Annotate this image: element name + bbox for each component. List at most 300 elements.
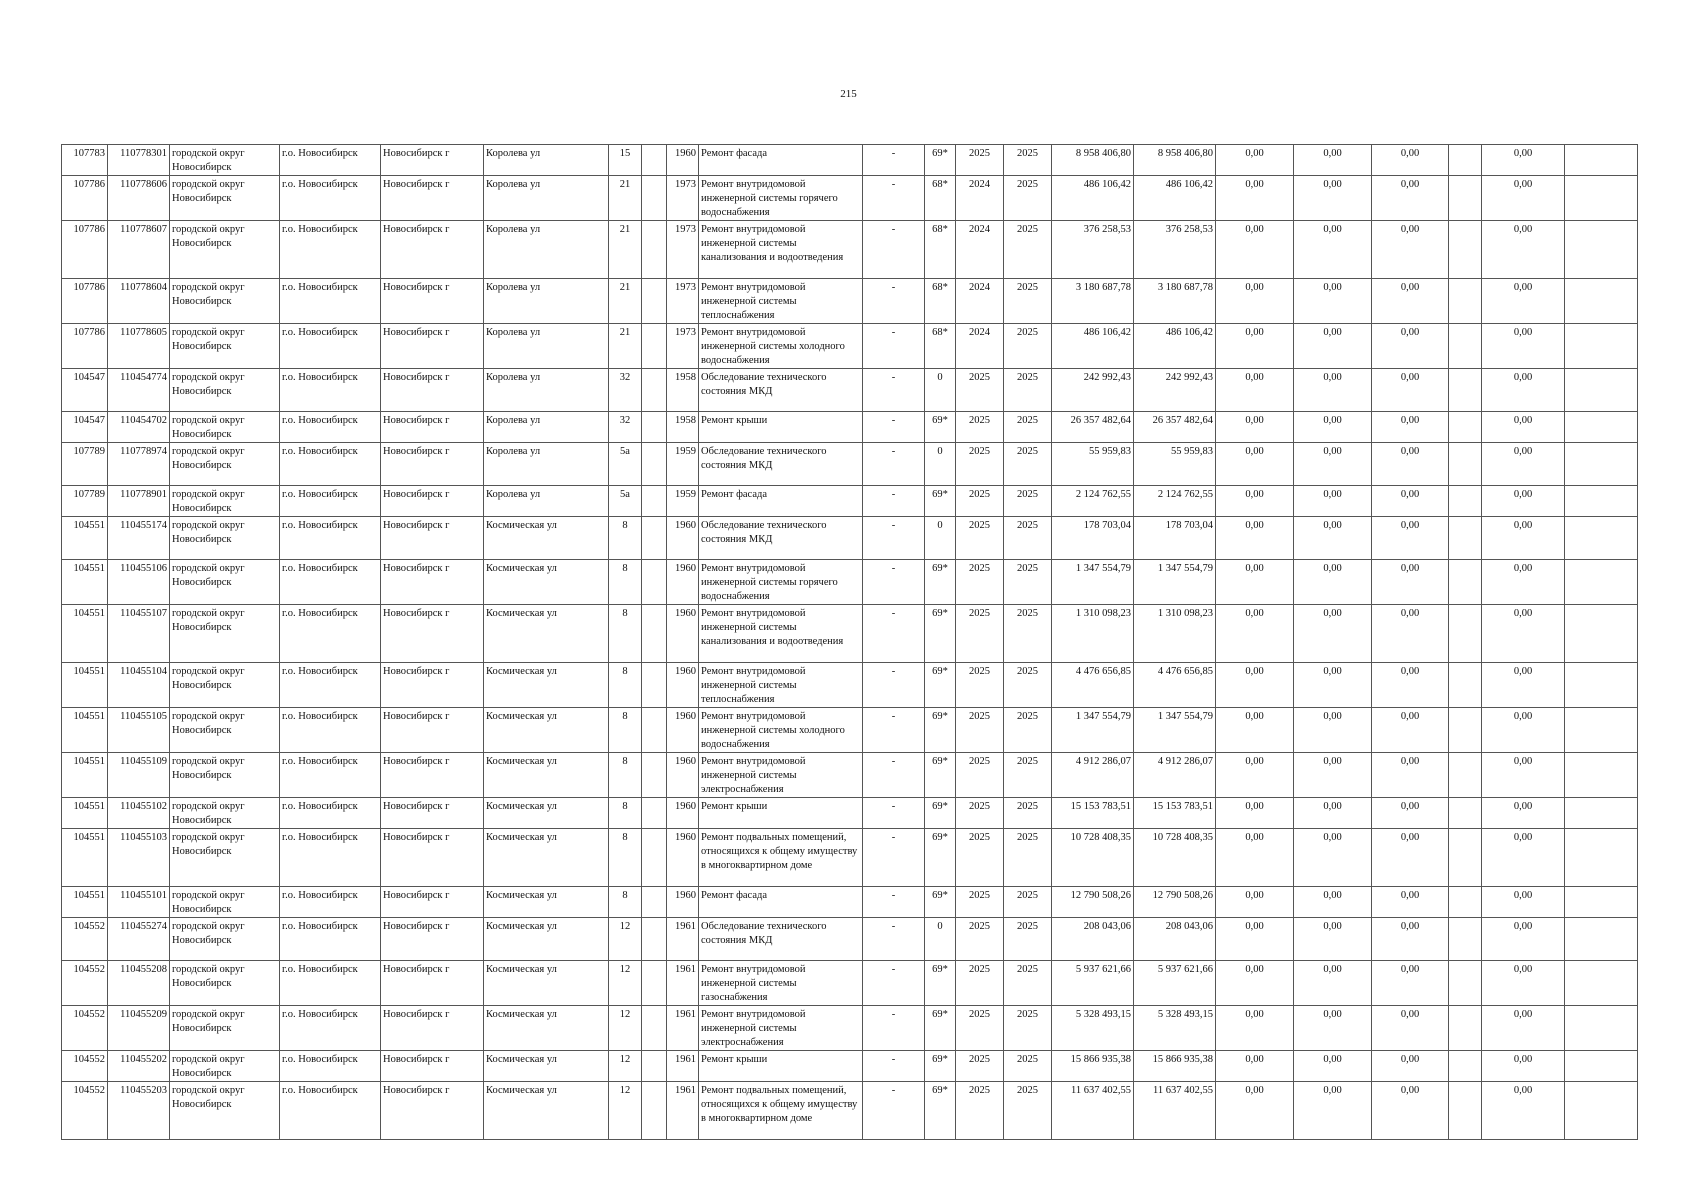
empty-cell (1449, 486, 1482, 517)
norm-code: 69* (925, 708, 956, 753)
planned-year-end: 2025 (1004, 517, 1052, 560)
street: Королева ул (484, 145, 609, 176)
row-code: 110455202 (108, 1051, 170, 1082)
build-year: 1960 (667, 708, 699, 753)
funding-2: 0,00 (1294, 663, 1372, 708)
row-id: 107783 (62, 145, 108, 176)
table-row (62, 918, 1638, 961)
funding-4: 0,00 (1482, 486, 1565, 517)
row-code: 110778974 (108, 443, 170, 486)
municipal-okrug: городской округ Новосибирск (170, 887, 280, 918)
work-type: Ремонт внутридомовой инженерной системы канализования и водоотведения (699, 221, 863, 279)
planned-year-start: 2025 (956, 369, 1004, 412)
empty-cell (642, 918, 667, 961)
build-year: 1959 (667, 443, 699, 486)
municipal-okrug: городской округ Новосибирск (170, 412, 280, 443)
cost-value: 208 043,06 (1052, 918, 1134, 961)
work-type: Обследование технического состояния МКД (699, 918, 863, 961)
funding-3: 0,00 (1372, 324, 1449, 369)
settlement: Новосибирск г (381, 1082, 484, 1140)
planned-year-end: 2025 (1004, 1082, 1052, 1140)
empty-cell (642, 324, 667, 369)
funding-1: 0,00 (1216, 1006, 1294, 1051)
cost-value: 15 153 783,51 (1052, 798, 1134, 829)
empty-cell (642, 369, 667, 412)
street: Космическая ул (484, 829, 609, 887)
empty-cell (1565, 176, 1638, 221)
total-value: 2 124 762,55 (1134, 486, 1216, 517)
norm-code: 68* (925, 324, 956, 369)
planned-year-start: 2025 (956, 829, 1004, 887)
total-value: 10 728 408,35 (1134, 829, 1216, 887)
build-year: 1973 (667, 176, 699, 221)
build-year: 1960 (667, 798, 699, 829)
funding-3: 0,00 (1372, 369, 1449, 412)
row-id: 107786 (62, 324, 108, 369)
empty-cell (1565, 887, 1638, 918)
house-number: 12 (609, 1006, 642, 1051)
street: Космическая ул (484, 798, 609, 829)
settlement: Новосибирск г (381, 145, 484, 176)
table-row (62, 412, 1638, 443)
build-year: 1958 (667, 412, 699, 443)
empty-cell (1565, 918, 1638, 961)
funding-4: 0,00 (1482, 560, 1565, 605)
row-id: 104552 (62, 918, 108, 961)
planned-year-end: 2025 (1004, 961, 1052, 1006)
row-code: 110455208 (108, 961, 170, 1006)
planned-year-start: 2025 (956, 887, 1004, 918)
work-type: Ремонт внутридомовой инженерной системы теплоснабжения (699, 663, 863, 708)
empty-cell (1449, 221, 1482, 279)
funding-2: 0,00 (1294, 1006, 1372, 1051)
work-type: Ремонт внутридомовой инженерной системы канализования и водоотведения (699, 605, 863, 663)
work-type: Ремонт внутридомовой инженерной системы горячего водоснабжения (699, 560, 863, 605)
empty-cell (1565, 221, 1638, 279)
planned-year-end: 2025 (1004, 1006, 1052, 1051)
row-id: 104551 (62, 560, 108, 605)
street: Космическая ул (484, 918, 609, 961)
dash-cell: - (863, 1082, 925, 1140)
municipal-formation: г.о. Новосибирск (280, 412, 381, 443)
municipal-okrug: городской округ Новосибирск (170, 560, 280, 605)
row-id: 107786 (62, 176, 108, 221)
table-row (62, 369, 1638, 412)
dash-cell: - (863, 221, 925, 279)
house-number: 12 (609, 1051, 642, 1082)
municipal-okrug: городской округ Новосибирск (170, 798, 280, 829)
funding-4: 0,00 (1482, 918, 1565, 961)
street: Космическая ул (484, 753, 609, 798)
funding-1: 0,00 (1216, 918, 1294, 961)
funding-4: 0,00 (1482, 798, 1565, 829)
total-value: 3 180 687,78 (1134, 279, 1216, 324)
cost-value: 10 728 408,35 (1052, 829, 1134, 887)
municipal-okrug: городской округ Новосибирск (170, 145, 280, 176)
cost-value: 1 347 554,79 (1052, 708, 1134, 753)
empty-cell (1449, 798, 1482, 829)
work-type: Ремонт фасада (699, 887, 863, 918)
row-code: 110455107 (108, 605, 170, 663)
municipal-okrug: городской округ Новосибирск (170, 663, 280, 708)
funding-3: 0,00 (1372, 918, 1449, 961)
settlement: Новосибирск г (381, 486, 484, 517)
row-code: 110455104 (108, 663, 170, 708)
funding-2: 0,00 (1294, 829, 1372, 887)
planned-year-start: 2025 (956, 1006, 1004, 1051)
build-year: 1960 (667, 517, 699, 560)
build-year: 1960 (667, 753, 699, 798)
municipal-formation: г.о. Новосибирск (280, 279, 381, 324)
empty-cell (642, 1082, 667, 1140)
funding-2: 0,00 (1294, 324, 1372, 369)
row-id: 107789 (62, 486, 108, 517)
municipal-formation: г.о. Новосибирск (280, 605, 381, 663)
dash-cell: - (863, 369, 925, 412)
empty-cell (1449, 1051, 1482, 1082)
row-code: 110455106 (108, 560, 170, 605)
cost-value: 55 959,83 (1052, 443, 1134, 486)
funding-1: 0,00 (1216, 279, 1294, 324)
empty-cell (642, 221, 667, 279)
dash-cell: - (863, 486, 925, 517)
funding-1: 0,00 (1216, 753, 1294, 798)
work-type: Ремонт крыши (699, 798, 863, 829)
empty-cell (1565, 560, 1638, 605)
municipal-formation: г.о. Новосибирск (280, 1051, 381, 1082)
funding-1: 0,00 (1216, 663, 1294, 708)
house-number: 8 (609, 663, 642, 708)
table-row (62, 1051, 1638, 1082)
funding-4: 0,00 (1482, 1006, 1565, 1051)
planned-year-start: 2025 (956, 1082, 1004, 1140)
empty-cell (642, 443, 667, 486)
row-id: 104551 (62, 517, 108, 560)
empty-cell (1449, 560, 1482, 605)
row-id: 104552 (62, 1051, 108, 1082)
municipal-okrug: городской округ Новосибирск (170, 829, 280, 887)
build-year: 1961 (667, 918, 699, 961)
empty-cell (642, 961, 667, 1006)
funding-4: 0,00 (1482, 369, 1565, 412)
funding-2: 0,00 (1294, 221, 1372, 279)
empty-cell (1449, 663, 1482, 708)
planned-year-end: 2025 (1004, 176, 1052, 221)
house-number: 8 (609, 708, 642, 753)
funding-3: 0,00 (1372, 560, 1449, 605)
dash-cell: - (863, 605, 925, 663)
table-row (62, 279, 1638, 324)
funding-2: 0,00 (1294, 753, 1372, 798)
funding-1: 0,00 (1216, 708, 1294, 753)
street: Космическая ул (484, 887, 609, 918)
house-number: 32 (609, 412, 642, 443)
work-type: Ремонт фасада (699, 486, 863, 517)
row-code: 110778607 (108, 221, 170, 279)
planned-year-end: 2025 (1004, 708, 1052, 753)
funding-3: 0,00 (1372, 708, 1449, 753)
work-type: Ремонт внутридомовой инженерной системы газоснабжения (699, 961, 863, 1006)
planned-year-end: 2025 (1004, 753, 1052, 798)
funding-1: 0,00 (1216, 961, 1294, 1006)
street: Королева ул (484, 176, 609, 221)
empty-cell (1449, 1082, 1482, 1140)
municipal-okrug: городской округ Новосибирск (170, 369, 280, 412)
funding-3: 0,00 (1372, 443, 1449, 486)
funding-2: 0,00 (1294, 517, 1372, 560)
municipal-okrug: городской округ Новосибирск (170, 1006, 280, 1051)
empty-cell (1565, 279, 1638, 324)
build-year: 1960 (667, 663, 699, 708)
dash-cell: - (863, 517, 925, 560)
house-number: 8 (609, 887, 642, 918)
dash-cell: - (863, 663, 925, 708)
empty-cell (642, 1006, 667, 1051)
table-row (62, 324, 1638, 369)
empty-cell (1449, 176, 1482, 221)
norm-code: 0 (925, 517, 956, 560)
planned-year-end: 2025 (1004, 1051, 1052, 1082)
cost-value: 1 310 098,23 (1052, 605, 1134, 663)
build-year: 1973 (667, 279, 699, 324)
build-year: 1960 (667, 829, 699, 887)
funding-2: 0,00 (1294, 412, 1372, 443)
street: Королева ул (484, 412, 609, 443)
work-type: Ремонт внутридомовой инженерной системы холодного водоснабжения (699, 324, 863, 369)
norm-code: 0 (925, 443, 956, 486)
empty-cell (1449, 279, 1482, 324)
cost-value: 11 637 402,55 (1052, 1082, 1134, 1140)
build-year: 1961 (667, 1082, 699, 1140)
street: Космическая ул (484, 517, 609, 560)
dash-cell: - (863, 753, 925, 798)
municipal-formation: г.о. Новосибирск (280, 443, 381, 486)
funding-2: 0,00 (1294, 918, 1372, 961)
house-number: 21 (609, 221, 642, 279)
street: Космическая ул (484, 1051, 609, 1082)
funding-4: 0,00 (1482, 279, 1565, 324)
settlement: Новосибирск г (381, 753, 484, 798)
row-code: 110454774 (108, 369, 170, 412)
funding-2: 0,00 (1294, 1051, 1372, 1082)
planned-year-end: 2025 (1004, 663, 1052, 708)
street: Королева ул (484, 443, 609, 486)
funding-4: 0,00 (1482, 443, 1565, 486)
house-number: 5а (609, 486, 642, 517)
street: Королева ул (484, 324, 609, 369)
total-value: 4 476 656,85 (1134, 663, 1216, 708)
work-type: Ремонт внутридомовой инженерной системы электроснабжения (699, 1006, 863, 1051)
row-code: 110455105 (108, 708, 170, 753)
planned-year-start: 2024 (956, 221, 1004, 279)
funding-2: 0,00 (1294, 486, 1372, 517)
street: Космическая ул (484, 605, 609, 663)
funding-3: 0,00 (1372, 279, 1449, 324)
cost-value: 5 328 493,15 (1052, 1006, 1134, 1051)
empty-cell (1449, 369, 1482, 412)
empty-cell (1565, 486, 1638, 517)
planned-year-start: 2025 (956, 918, 1004, 961)
empty-cell (1449, 829, 1482, 887)
funding-1: 0,00 (1216, 1051, 1294, 1082)
planned-year-end: 2025 (1004, 829, 1052, 887)
empty-cell (642, 560, 667, 605)
norm-code: 69* (925, 412, 956, 443)
cost-value: 12 790 508,26 (1052, 887, 1134, 918)
dash-cell: - (863, 324, 925, 369)
municipal-formation: г.о. Новосибирск (280, 753, 381, 798)
municipal-formation: г.о. Новосибирск (280, 887, 381, 918)
work-type: Ремонт подвальных помещений, относящихся к общему имуществу в многоквартирном доме (699, 1082, 863, 1140)
street: Космическая ул (484, 663, 609, 708)
work-type: Ремонт подвальных помещений, относящихся к общему имуществу в многоквартирном доме (699, 829, 863, 887)
funding-4: 0,00 (1482, 829, 1565, 887)
work-type: Обследование технического состояния МКД (699, 369, 863, 412)
municipal-okrug: городской округ Новосибирск (170, 918, 280, 961)
funding-4: 0,00 (1482, 663, 1565, 708)
work-type: Ремонт фасада (699, 145, 863, 176)
empty-cell (642, 145, 667, 176)
settlement: Новосибирск г (381, 517, 484, 560)
empty-cell (1565, 1006, 1638, 1051)
planned-year-start: 2024 (956, 324, 1004, 369)
cost-value: 376 258,53 (1052, 221, 1134, 279)
total-value: 486 106,42 (1134, 176, 1216, 221)
street: Королева ул (484, 279, 609, 324)
empty-cell (1565, 753, 1638, 798)
house-number: 8 (609, 605, 642, 663)
street: Королева ул (484, 369, 609, 412)
funding-2: 0,00 (1294, 279, 1372, 324)
work-type: Ремонт внутридомовой инженерной системы горячего водоснабжения (699, 176, 863, 221)
build-year: 1973 (667, 324, 699, 369)
empty-cell (1565, 145, 1638, 176)
norm-code: 69* (925, 1006, 956, 1051)
row-code: 110778606 (108, 176, 170, 221)
row-code: 110778901 (108, 486, 170, 517)
build-year: 1961 (667, 1006, 699, 1051)
empty-cell (1449, 605, 1482, 663)
house-number: 8 (609, 829, 642, 887)
funding-2: 0,00 (1294, 1082, 1372, 1140)
build-year: 1973 (667, 221, 699, 279)
municipal-formation: г.о. Новосибирск (280, 918, 381, 961)
table-row (62, 221, 1638, 279)
planned-year-start: 2025 (956, 145, 1004, 176)
total-value: 1 347 554,79 (1134, 708, 1216, 753)
empty-cell (642, 176, 667, 221)
dash-cell: - (863, 798, 925, 829)
funding-1: 0,00 (1216, 1082, 1294, 1140)
table-row (62, 663, 1638, 708)
funding-3: 0,00 (1372, 829, 1449, 887)
empty-cell (1449, 918, 1482, 961)
empty-cell (1449, 1006, 1482, 1051)
planned-year-end: 2025 (1004, 324, 1052, 369)
funding-4: 0,00 (1482, 1051, 1565, 1082)
municipal-okrug: городской округ Новосибирск (170, 1051, 280, 1082)
settlement: Новосибирск г (381, 798, 484, 829)
municipal-formation: г.о. Новосибирск (280, 798, 381, 829)
municipal-formation: г.о. Новосибирск (280, 961, 381, 1006)
street: Космическая ул (484, 1006, 609, 1051)
row-code: 110454702 (108, 412, 170, 443)
build-year: 1960 (667, 560, 699, 605)
build-year: 1961 (667, 1051, 699, 1082)
planned-year-end: 2025 (1004, 887, 1052, 918)
empty-cell (642, 798, 667, 829)
funding-2: 0,00 (1294, 369, 1372, 412)
municipal-okrug: городской округ Новосибирск (170, 605, 280, 663)
row-code: 110778301 (108, 145, 170, 176)
row-code: 110778605 (108, 324, 170, 369)
funding-3: 0,00 (1372, 221, 1449, 279)
empty-cell (642, 753, 667, 798)
page-number: 215 (840, 88, 857, 100)
funding-3: 0,00 (1372, 961, 1449, 1006)
funding-3: 0,00 (1372, 486, 1449, 517)
row-code: 110778604 (108, 279, 170, 324)
municipal-okrug: городской округ Новосибирск (170, 324, 280, 369)
planned-year-end: 2025 (1004, 221, 1052, 279)
funding-3: 0,00 (1372, 1006, 1449, 1051)
planned-year-start: 2025 (956, 443, 1004, 486)
row-id: 107789 (62, 443, 108, 486)
funding-4: 0,00 (1482, 412, 1565, 443)
total-value: 15 153 783,51 (1134, 798, 1216, 829)
funding-1: 0,00 (1216, 176, 1294, 221)
build-year: 1961 (667, 961, 699, 1006)
settlement: Новосибирск г (381, 918, 484, 961)
planned-year-start: 2025 (956, 412, 1004, 443)
planned-year-start: 2025 (956, 798, 1004, 829)
municipal-formation: г.о. Новосибирск (280, 221, 381, 279)
empty-cell (1565, 798, 1638, 829)
dash-cell: - (863, 560, 925, 605)
funding-3: 0,00 (1372, 412, 1449, 443)
total-value: 178 703,04 (1134, 517, 1216, 560)
norm-code: 69* (925, 887, 956, 918)
settlement: Новосибирск г (381, 369, 484, 412)
row-code: 110455103 (108, 829, 170, 887)
house-number: 32 (609, 369, 642, 412)
planned-year-start: 2025 (956, 663, 1004, 708)
row-id: 104551 (62, 798, 108, 829)
planned-year-end: 2025 (1004, 486, 1052, 517)
settlement: Новосибирск г (381, 887, 484, 918)
planned-year-start: 2025 (956, 605, 1004, 663)
settlement: Новосибирск г (381, 663, 484, 708)
settlement: Новосибирск г (381, 443, 484, 486)
planned-year-start: 2024 (956, 176, 1004, 221)
work-type: Ремонт крыши (699, 412, 863, 443)
municipal-okrug: городской округ Новосибирск (170, 279, 280, 324)
municipal-okrug: городской округ Новосибирск (170, 753, 280, 798)
municipal-okrug: городской округ Новосибирск (170, 708, 280, 753)
street: Космическая ул (484, 708, 609, 753)
total-value: 5 328 493,15 (1134, 1006, 1216, 1051)
norm-code: 69* (925, 829, 956, 887)
cost-value: 26 357 482,64 (1052, 412, 1134, 443)
funding-3: 0,00 (1372, 663, 1449, 708)
work-type: Ремонт крыши (699, 1051, 863, 1082)
municipal-formation: г.о. Новосибирск (280, 663, 381, 708)
row-id: 104551 (62, 663, 108, 708)
funding-1: 0,00 (1216, 324, 1294, 369)
dash-cell: - (863, 145, 925, 176)
settlement: Новосибирск г (381, 961, 484, 1006)
total-value: 11 637 402,55 (1134, 1082, 1216, 1140)
